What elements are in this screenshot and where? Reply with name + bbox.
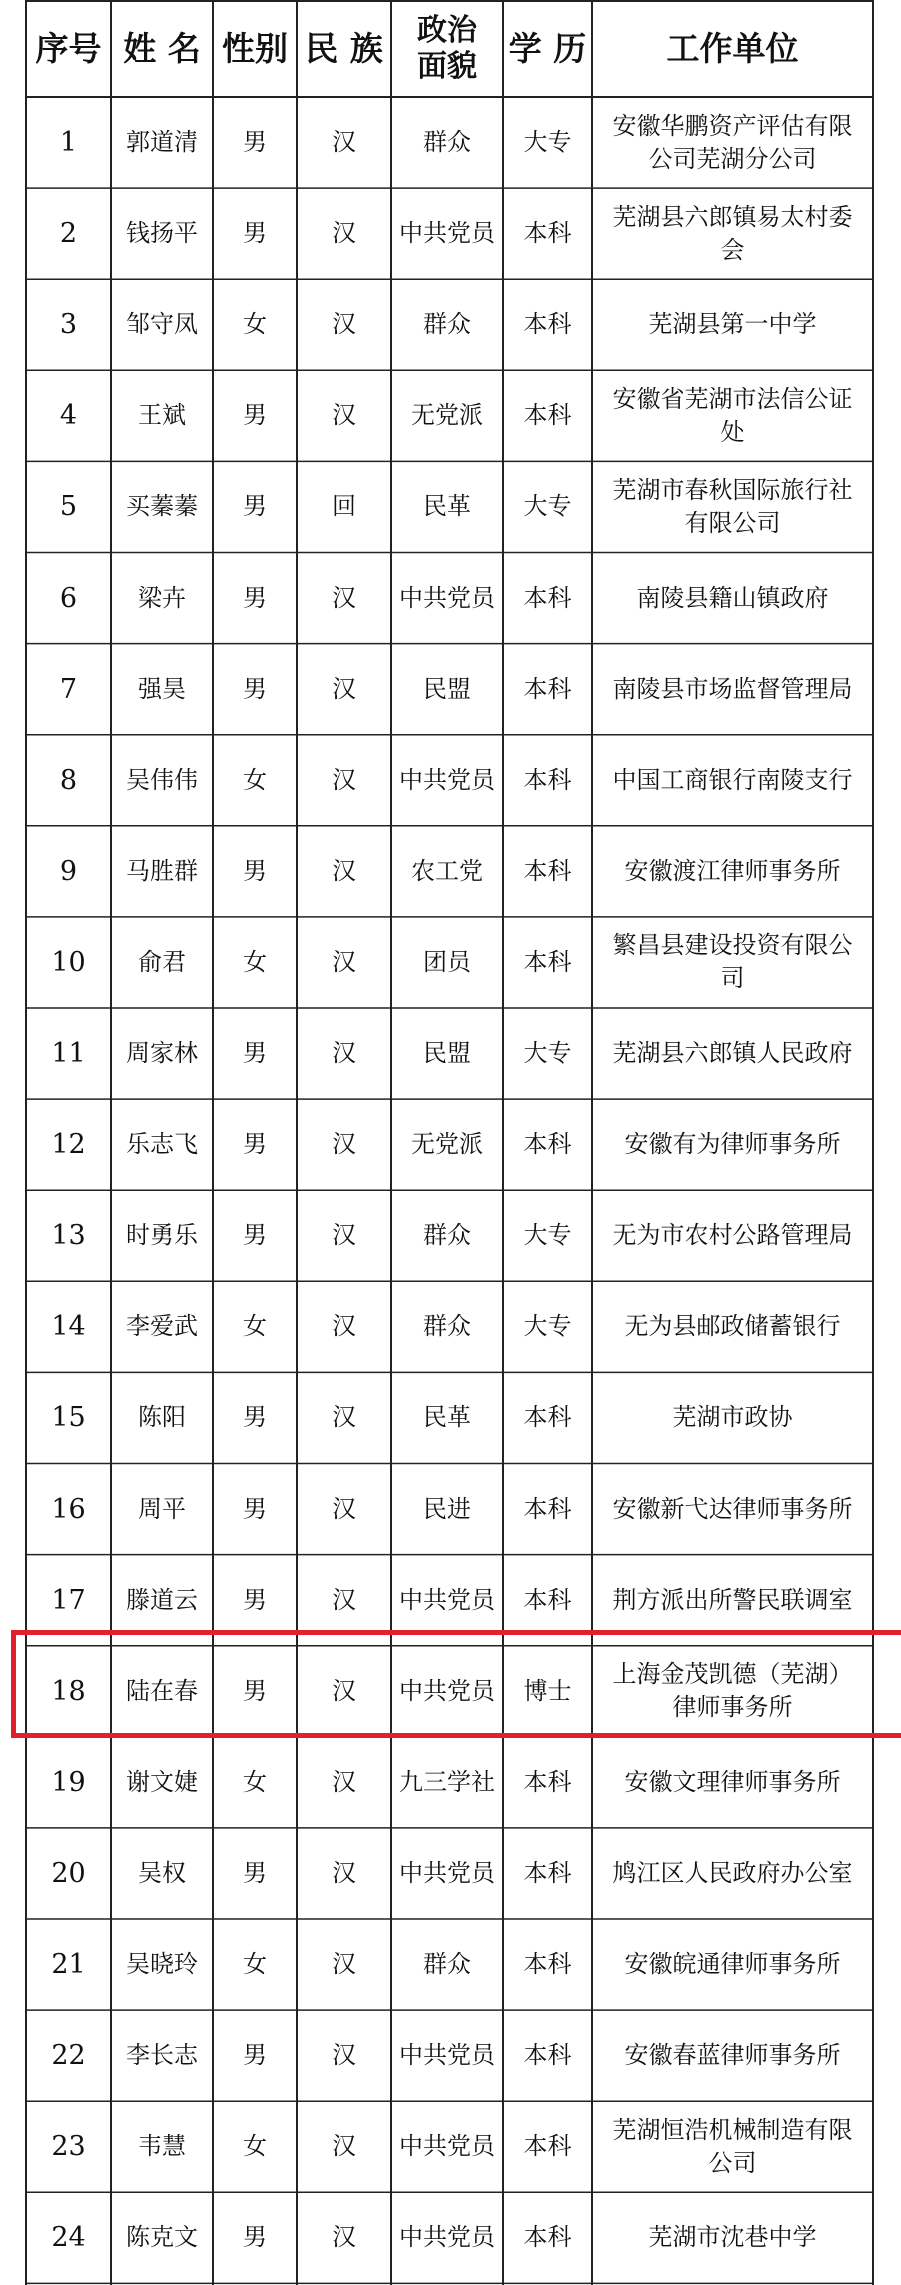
highlighted-cell-ethnicity: 汉 <box>332 1676 356 1705</box>
cell-ethnicity: 汉 <box>332 1767 356 1796</box>
cell-political-status: 中共党员 <box>399 1858 495 1887</box>
cell-number: 14 <box>51 1311 86 1343</box>
cell-name: 买蓁蓁 <box>126 492 198 521</box>
cell-number: 22 <box>51 2040 86 2072</box>
cell-education: 大专 <box>523 1312 572 1341</box>
cell-work-unit: 芜湖市春秋国际旅行社有限公司 <box>612 475 853 537</box>
cell-ethnicity: 汉 <box>332 1494 356 1523</box>
header-work-unit: 工作单位 <box>666 28 799 68</box>
cell-gender: 女 <box>243 947 267 976</box>
cell-education: 本科 <box>523 401 572 430</box>
cell-political-status: 无党派 <box>411 401 483 430</box>
cell-education: 大专 <box>523 1221 572 1250</box>
cell-name: 钱扬平 <box>126 219 198 248</box>
cell-number: 6 <box>59 582 78 614</box>
cell-political-status: 群众 <box>423 310 471 339</box>
header-ethnicity: 民 族 <box>305 28 383 68</box>
cell-number: 24 <box>51 2222 86 2254</box>
cell-work-unit: 安徽华鹏资产评估有限公司芜湖分公司 <box>612 111 853 173</box>
cell-name: 滕道云 <box>126 1585 198 1614</box>
cell-work-unit: 安徽渡江律师事务所 <box>624 856 841 885</box>
cell-number: 3 <box>59 309 78 341</box>
cell-political-status: 群众 <box>423 1221 471 1250</box>
cell-ethnicity: 汉 <box>332 947 356 976</box>
cell-education: 本科 <box>523 310 572 339</box>
cell-political-status: 中共党员 <box>399 583 495 612</box>
cell-number: 2 <box>59 218 78 250</box>
cell-gender: 男 <box>243 1585 267 1614</box>
cell-ethnicity: 汉 <box>332 401 356 430</box>
cell-ethnicity: 汉 <box>332 310 356 339</box>
cell-gender: 女 <box>243 765 267 794</box>
cell-education: 本科 <box>523 2223 572 2252</box>
cell-name: 俞君 <box>138 947 186 976</box>
cell-gender: 男 <box>243 219 267 248</box>
cell-political-status: 民革 <box>423 492 471 521</box>
cell-number: 15 <box>51 1402 86 1434</box>
cell-number: 8 <box>59 764 78 796</box>
cell-work-unit: 安徽文理律师事务所 <box>624 1767 841 1796</box>
cell-ethnicity: 汉 <box>332 1221 356 1250</box>
cell-education: 本科 <box>523 1585 572 1614</box>
highlighted-cell-education: 博士 <box>523 1676 572 1705</box>
cell-number: 21 <box>51 1949 86 1981</box>
cell-political-status: 群众 <box>423 1950 471 1979</box>
cell-political-status: 无党派 <box>411 1130 483 1159</box>
cell-name: 吴权 <box>138 1858 186 1887</box>
cell-education: 本科 <box>523 1403 572 1432</box>
cell-ethnicity: 汉 <box>332 1403 356 1432</box>
cell-ethnicity: 回 <box>332 492 356 521</box>
cell-education: 本科 <box>523 1494 572 1523</box>
cell-education: 本科 <box>523 1950 572 1979</box>
cell-ethnicity: 汉 <box>332 1312 356 1341</box>
highlighted-row-frame <box>11 1630 901 1738</box>
cell-number: 20 <box>51 1857 86 1889</box>
cell-name: 周平 <box>138 1494 186 1523</box>
cell-political-status: 中共党员 <box>399 1585 495 1614</box>
cell-gender: 男 <box>243 856 267 885</box>
cell-ethnicity: 汉 <box>332 674 356 703</box>
cell-gender: 男 <box>243 492 267 521</box>
cell-name: 陈阳 <box>138 1403 186 1432</box>
cell-name: 周家林 <box>126 1039 198 1068</box>
cell-ethnicity: 汉 <box>332 1950 356 1979</box>
cell-number: 5 <box>59 491 78 523</box>
cell-gender: 女 <box>243 1767 267 1796</box>
cell-education: 本科 <box>523 1858 572 1887</box>
cell-education: 大专 <box>523 128 572 157</box>
header-education: 学 历 <box>508 28 587 68</box>
cell-gender: 男 <box>243 1494 267 1523</box>
cell-name: 马胜群 <box>126 856 198 885</box>
cell-name: 时勇乐 <box>126 1221 198 1250</box>
cell-gender: 女 <box>243 1950 267 1979</box>
highlighted-cell-gender: 男 <box>243 1676 267 1705</box>
cell-number: 13 <box>51 1220 86 1252</box>
cell-work-unit: 安徽春蓝律师事务所 <box>624 2041 841 2070</box>
highlighted-cell-number: 18 <box>51 1675 86 1707</box>
highlighted-cell-name: 陆在春 <box>126 1676 198 1705</box>
cell-number: 11 <box>51 1038 86 1070</box>
cell-work-unit: 芜湖恒浩机械制造有限公司 <box>612 2115 853 2177</box>
cell-political-status: 九三学社 <box>399 1767 495 1796</box>
cell-name: 吴晓玲 <box>126 1950 198 1979</box>
cell-number: 1 <box>59 127 78 159</box>
cell-gender: 男 <box>243 2223 267 2252</box>
cell-gender: 男 <box>243 674 267 703</box>
cell-political-status: 中共党员 <box>399 2041 495 2070</box>
cell-ethnicity: 汉 <box>332 583 356 612</box>
cell-gender: 男 <box>243 1221 267 1250</box>
cell-education: 本科 <box>523 1767 572 1796</box>
cell-political-status: 中共党员 <box>399 2223 495 2252</box>
cell-political-status: 群众 <box>423 128 471 157</box>
cell-gender: 女 <box>243 1312 267 1341</box>
cell-political-status: 团员 <box>423 947 471 976</box>
cell-gender: 女 <box>243 310 267 339</box>
cell-education: 本科 <box>523 947 572 976</box>
cell-gender: 男 <box>243 583 267 612</box>
cell-political-status: 中共党员 <box>399 765 495 794</box>
header-gender: 性别 <box>222 28 288 68</box>
cell-work-unit: 荆方派出所警民联调室 <box>612 1585 853 1614</box>
cell-name: 韦慧 <box>138 2132 186 2161</box>
cell-work-unit: 芜湖县六郎镇易太村委会 <box>612 202 853 264</box>
cell-work-unit: 安徽新弋达律师事务所 <box>612 1494 853 1523</box>
highlighted-cell-work-unit: 上海金茂凯德（芜湖）律师事务所 <box>612 1660 853 1722</box>
cell-education: 本科 <box>523 219 572 248</box>
cell-number: 10 <box>51 946 86 978</box>
cell-political-status: 中共党员 <box>399 2132 495 2161</box>
cell-number: 17 <box>51 1584 86 1616</box>
cell-work-unit: 安徽有为律师事务所 <box>624 1130 841 1159</box>
header-name: 姓 名 <box>123 28 201 68</box>
cell-number: 4 <box>59 400 78 432</box>
cell-number: 12 <box>51 1129 86 1161</box>
cell-number: 16 <box>51 1493 86 1525</box>
cell-name: 李爱武 <box>126 1312 198 1341</box>
cell-number: 7 <box>59 673 78 705</box>
cell-political-status: 民革 <box>423 1403 471 1432</box>
cell-ethnicity: 汉 <box>332 2132 356 2161</box>
cell-name: 邹守凤 <box>126 310 198 339</box>
cell-work-unit: 中国工商银行南陵支行 <box>612 765 853 794</box>
cell-name: 王斌 <box>138 401 186 430</box>
cell-ethnicity: 汉 <box>332 1130 356 1159</box>
cell-political-status: 民盟 <box>423 674 471 703</box>
cell-education: 本科 <box>523 583 572 612</box>
cell-political-status: 群众 <box>423 1312 471 1341</box>
cell-education: 大专 <box>523 1039 572 1068</box>
cell-ethnicity: 汉 <box>332 1585 356 1614</box>
cell-ethnicity: 汉 <box>332 1039 356 1068</box>
cell-political-status: 民盟 <box>423 1039 471 1068</box>
cell-name: 梁卉 <box>138 583 186 612</box>
cell-work-unit: 无为市农村公路管理局 <box>612 1221 853 1250</box>
cell-name: 强昊 <box>138 674 186 703</box>
cell-education: 本科 <box>523 2132 572 2161</box>
cell-work-unit: 安徽皖通律师事务所 <box>624 1950 841 1979</box>
cell-ethnicity: 汉 <box>332 1858 356 1887</box>
cell-name: 郭道清 <box>126 128 198 157</box>
cell-ethnicity: 汉 <box>332 765 356 794</box>
cell-work-unit: 南陵县市场监督管理局 <box>612 674 853 703</box>
cell-political-status: 中共党员 <box>399 219 495 248</box>
cell-gender: 男 <box>243 1858 267 1887</box>
cell-education: 本科 <box>523 856 572 885</box>
cell-work-unit: 芜湖市政协 <box>672 1403 793 1432</box>
cell-number: 9 <box>59 855 78 887</box>
cell-gender: 男 <box>243 1403 267 1432</box>
cell-ethnicity: 汉 <box>332 2041 356 2070</box>
cell-education: 本科 <box>523 1130 572 1159</box>
cell-work-unit: 繁昌县建设投资有限公司 <box>612 931 853 993</box>
cell-ethnicity: 汉 <box>332 128 356 157</box>
highlighted-cell-political-status: 中共党员 <box>399 1676 495 1705</box>
cell-number: 23 <box>51 2131 86 2163</box>
cell-education: 本科 <box>523 2041 572 2070</box>
cell-education: 本科 <box>523 674 572 703</box>
cell-education: 本科 <box>523 765 572 794</box>
cell-work-unit: 无为县邮政储蓄银行 <box>624 1312 841 1341</box>
cell-work-unit: 安徽省芜湖市法信公证处 <box>612 384 853 446</box>
cell-ethnicity: 汉 <box>332 219 356 248</box>
header-number: 序号 <box>35 28 102 68</box>
cell-political-status: 农工党 <box>411 856 483 885</box>
cell-gender: 男 <box>243 401 267 430</box>
cell-gender: 男 <box>243 1039 267 1068</box>
cell-gender: 男 <box>243 1130 267 1159</box>
cell-ethnicity: 汉 <box>332 2223 356 2252</box>
cell-gender: 男 <box>243 128 267 157</box>
cell-name: 乐志飞 <box>126 1130 198 1159</box>
cell-gender: 男 <box>243 2041 267 2070</box>
cell-name: 吴伟伟 <box>126 765 198 794</box>
cell-political-status: 民进 <box>423 1494 471 1523</box>
cell-work-unit: 芜湖市沈巷中学 <box>648 2223 817 2252</box>
cell-name: 李长志 <box>126 2041 198 2070</box>
cell-name: 谢文婕 <box>126 1767 198 1796</box>
cell-name: 陈克文 <box>126 2223 198 2252</box>
cell-work-unit: 南陵县籍山镇政府 <box>636 583 829 612</box>
cell-number: 19 <box>51 1766 86 1798</box>
cell-education: 大专 <box>523 492 572 521</box>
cell-gender: 女 <box>243 2132 267 2161</box>
header-political-status: 政治面貌 <box>417 12 477 84</box>
cell-ethnicity: 汉 <box>332 856 356 885</box>
cell-work-unit: 芜湖县第一中学 <box>648 310 817 339</box>
cell-work-unit: 芜湖县六郎镇人民政府 <box>612 1039 853 1068</box>
cell-work-unit: 鸠江区人民政府办公室 <box>612 1858 853 1887</box>
